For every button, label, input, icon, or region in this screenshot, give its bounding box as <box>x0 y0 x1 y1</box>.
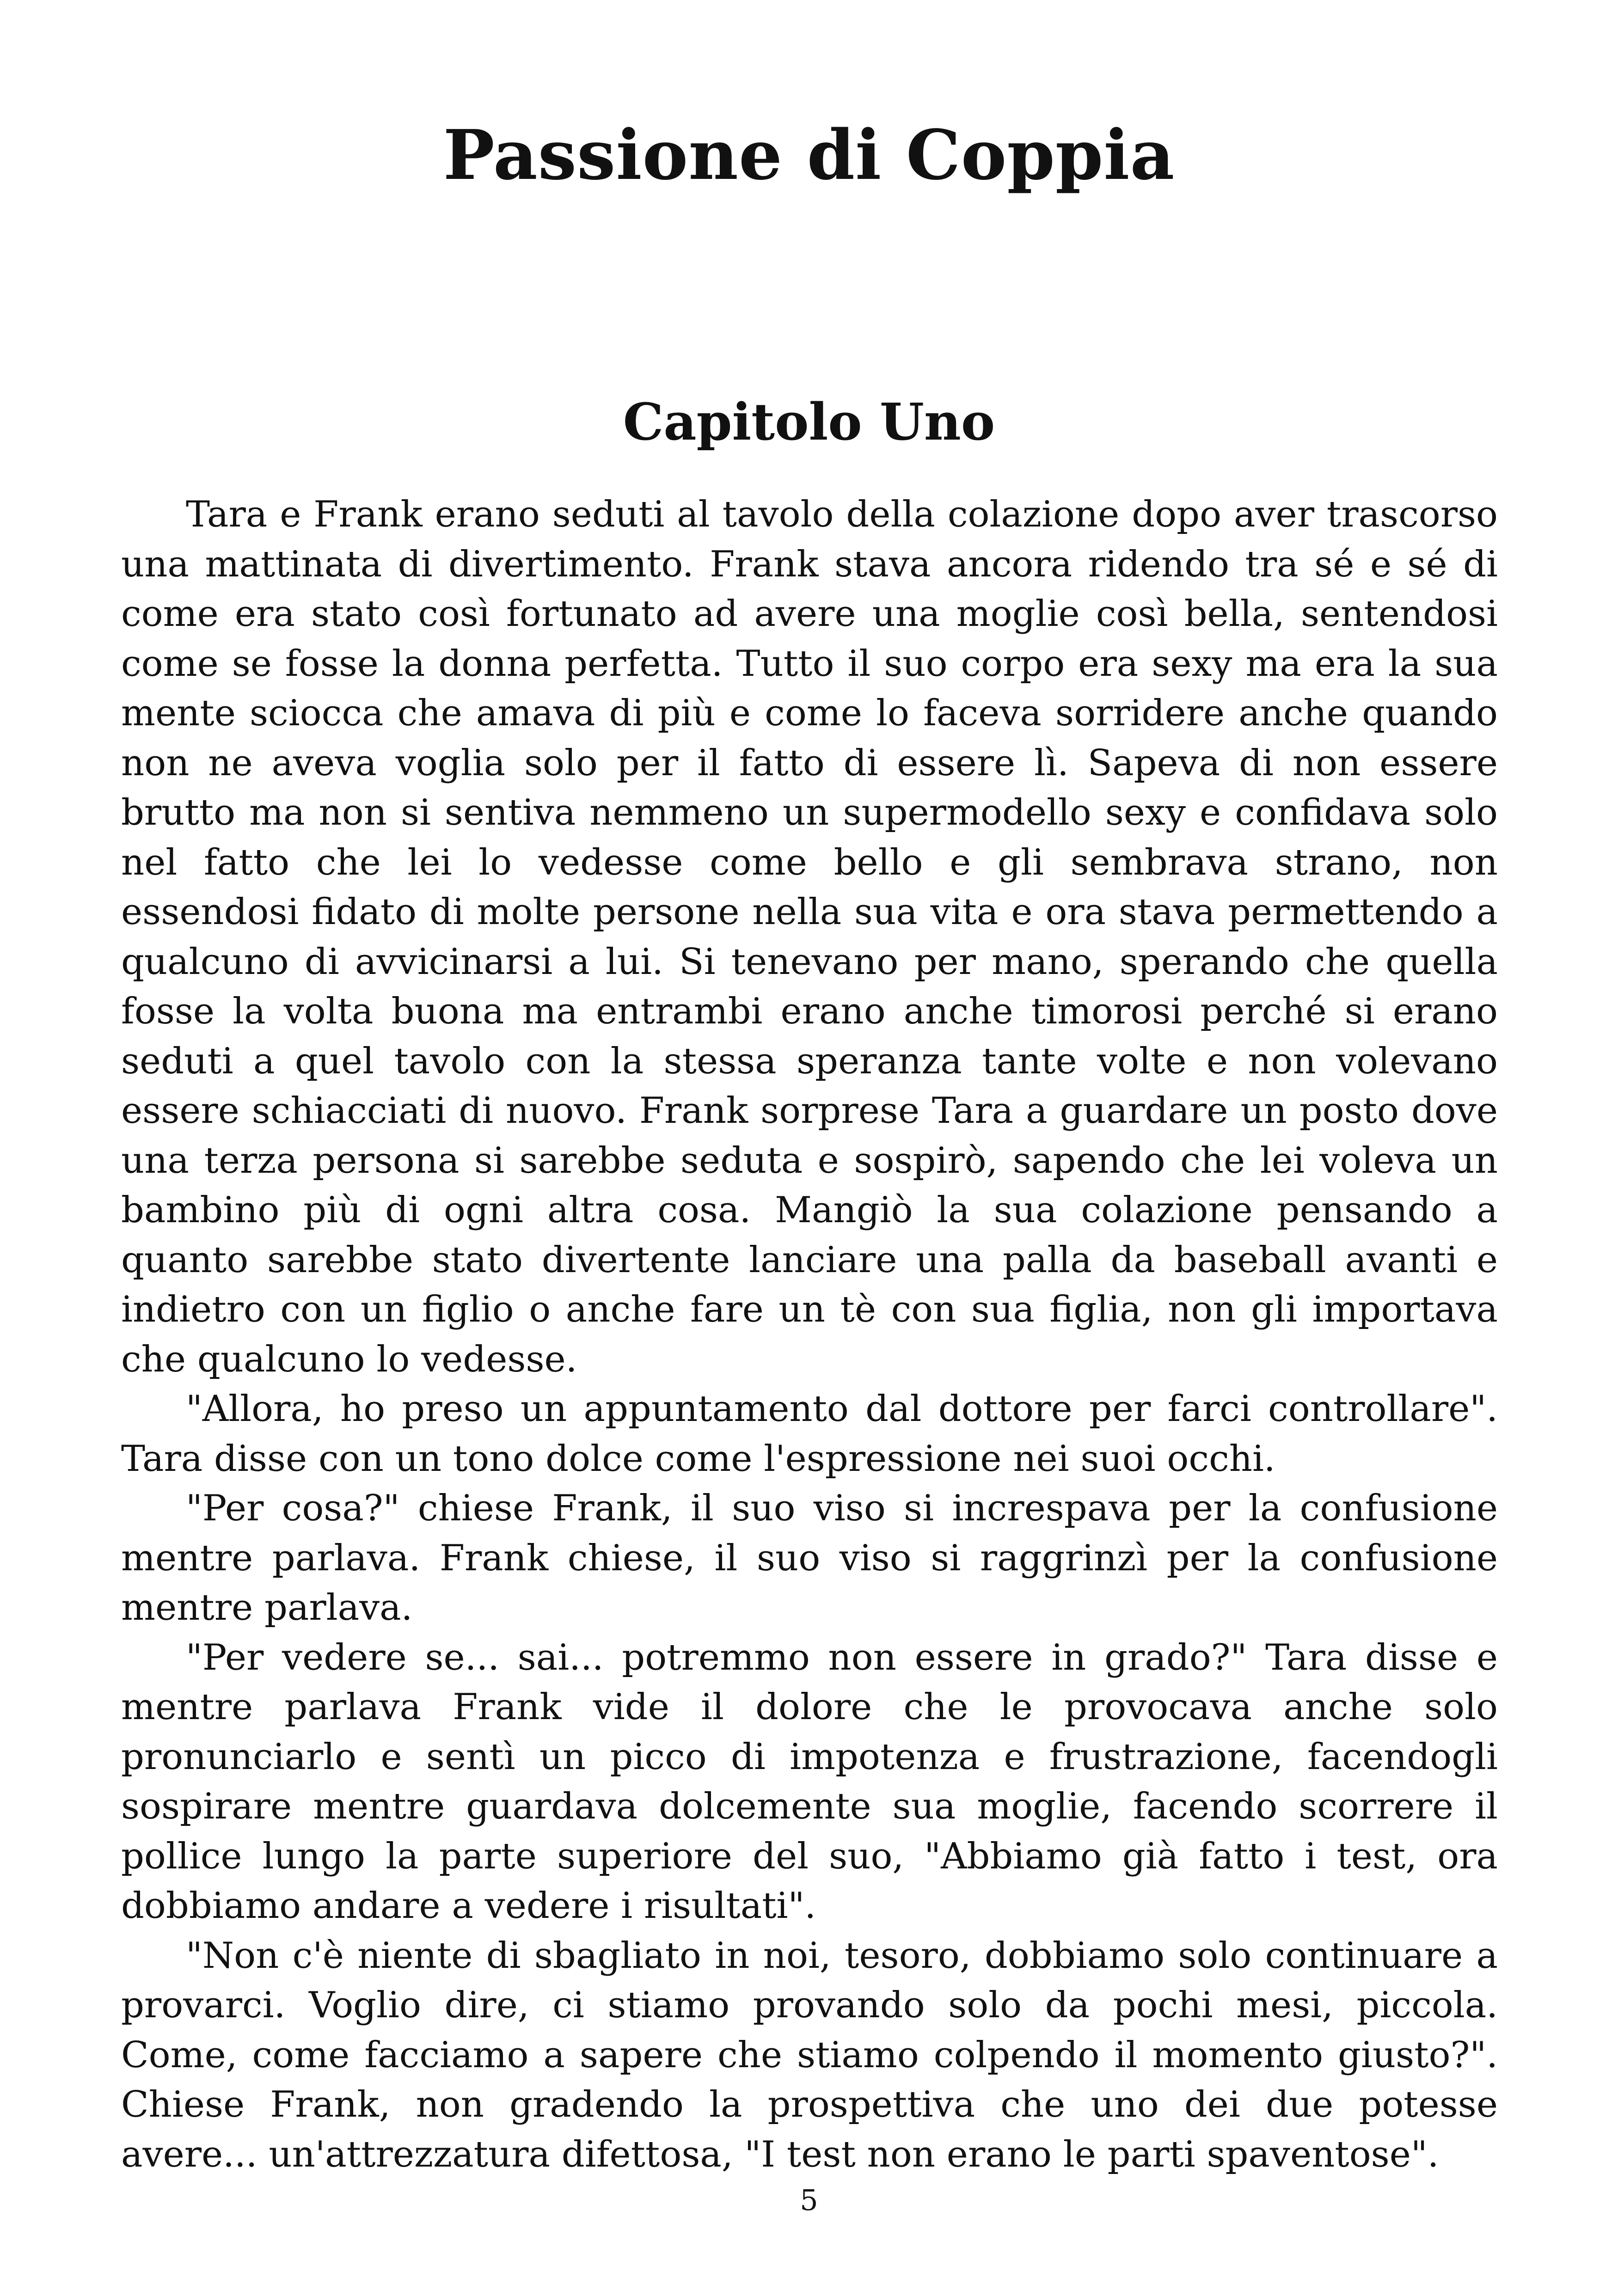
paragraph: "Per cosa?" chiese Frank, il suo viso si increspava per la confusione mentre parlava. Frank chiese, il suo viso si raggrinzì per la confusione mentre parlava. <box>121 1488 1498 1629</box>
chapter-title: Capitolo Uno <box>623 392 995 452</box>
paragraph: Tara e Frank erano seduti al tavolo della colazione dopo aver trascorso una mattinata di divertimento. Frank stava ancora ridendo tra sé e sé di come era stato così fortunato ad avere una moglie così bella, sentendosi come se fosse la donna perfetta. Tutto il suo corpo era sexy ma era la sua mente sciocca che amava di più e come lo faceva sorridere anche quando non ne aveva voglia solo per il fatto di essere lì. Sapeva di non essere brutto ma non si sentiva nemmeno un supermodello sexy e confidava solo nel fatto che lei lo vedesse come bello e gli sembrava strano, non essendosi fidato di molte persone nella sua vita e ora stava permettendo a qualcuno di avvicinarsi a lui. Si tenevano per mano, sperando che quella fosse la volta buona ma entrambi erano anche timorosi perché si erano seduti a quel tavolo con la stessa speranza tante volte e non volevano essere schiacciati di nuovo. Frank sorprese Tara a guardare un posto dove una terza persona si sarebbe seduta e sospirò, sapendo che lei voleva un bambino più di ogni altra cosa. Mangiò la sua colazione pensando a quanto sarebbe stato divertente lanciare una palla da baseball avanti e indietro con un figlio o anche fare un tè con sua figlia, non gli importava che qualcuno lo vedesse. <box>121 494 1498 1380</box>
paragraph: "Non c'è niente di sbagliato in noi, tesoro, dobbiamo solo continuare a provarci. Voglio dire, ci stiamo provando solo da pochi mesi, piccola. Come, come facciamo a sapere che stiamo colpendo il momento giusto?". Chiese Frank, non gradendo la prospettiva che uno dei due potesse avere... un'attrezzatura difettosa, "I test non erano le parti spaventose". <box>121 1935 1498 2175</box>
book-title: Passione di Coppia <box>443 115 1175 195</box>
paragraph: "Allora, ho preso un appuntamento dal dottore per farci controllare". Tara disse con un tono dolce come l'espressione nei suoi occhi. <box>121 1388 1498 1480</box>
paragraph: "Per vedere se... sai... potremmo non essere in grado?" Tara disse e mentre parlava Frank vide il dolore che le provocava anche solo pronunciarlo e sentì un picco di impotenza e frustrazione, facendogli sospirare mentre guardava dolcemente sua moglie, facendo scorrere il pollice lungo la parte superiore del suo, "Abbiamo già fatto i test, ora dobbiamo andare a vedere i risultati". <box>121 1636 1498 1927</box>
page-number: 5 <box>800 2183 818 2217</box>
chapter-body <box>121 490 1498 2180</box>
